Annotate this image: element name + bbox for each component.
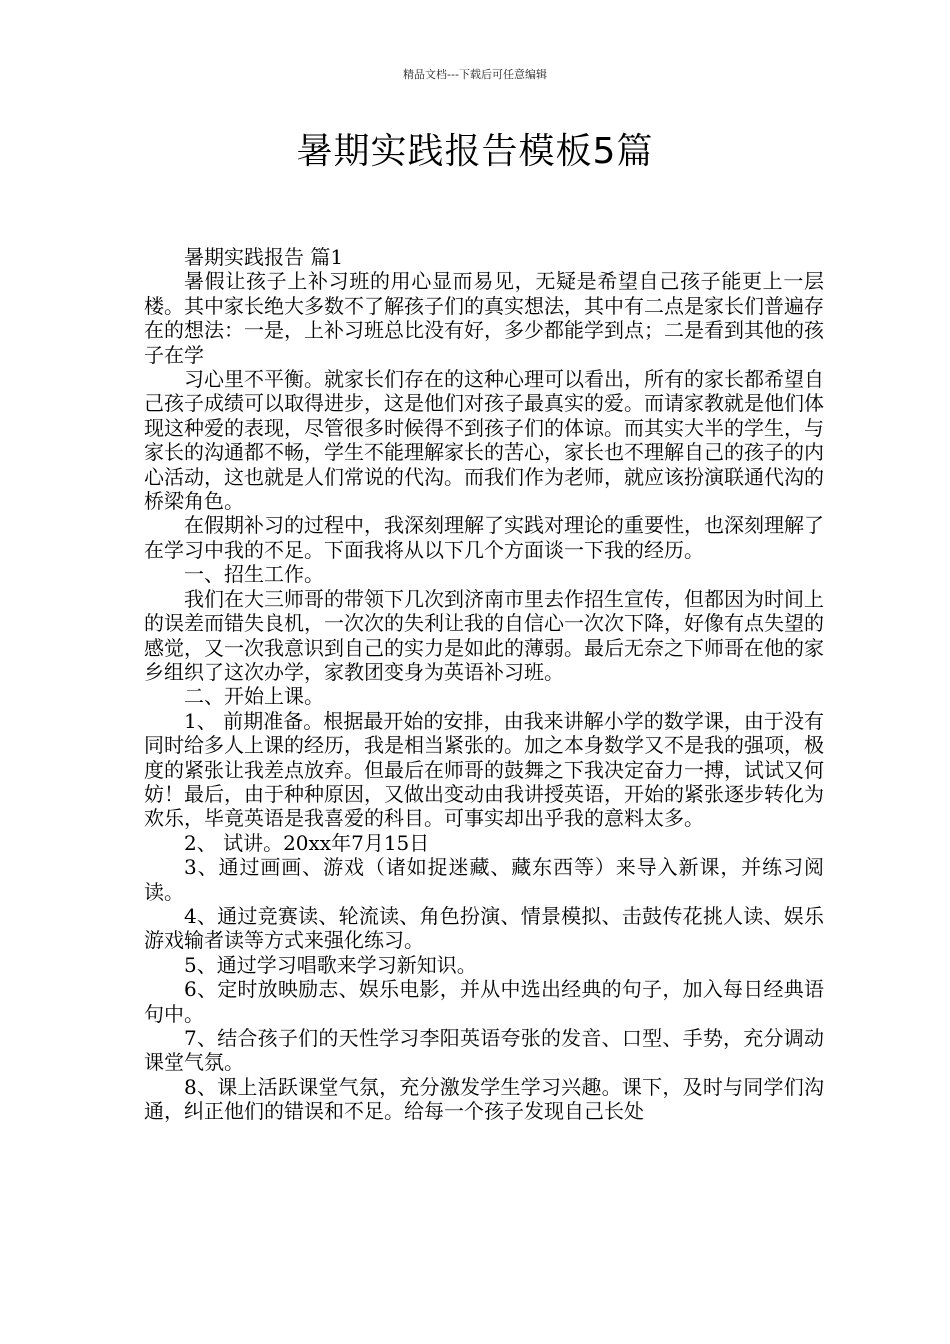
list-item: 7、结合孩子们的天性学习李阳英语夸张的发音、口型、手势，充分调动课堂气氛。 [144, 1026, 824, 1075]
list-item: 5、通过学习唱歌来学习新知识。 [184, 952, 477, 977]
list-item: 3、通过画画、游戏（诸如捉迷藏、藏东西等）来导入新课，并练习阅读。 [144, 855, 824, 904]
list-item: 2、 试讲。20xx年7月15日 [184, 830, 430, 855]
subsection-heading: 二、开始上课。 [184, 684, 324, 709]
subsection-heading: 一、招生工作。 [184, 562, 324, 587]
paragraph: 在假期补习的过程中，我深刻理解了实践对理论的重要性，也深刻理解了在学习中我的不足。下面我将从以下几个方面谈一下我的经历。 [144, 513, 824, 562]
paragraph: 暑假让孩子上补习班的用心显而易见，无疑是希望自己孩子能更上一层楼。其中家长绝大多数不了解孩子们的真实想法，其中有二点是家长们普遍存在的想法：一是，上补习班总比没有好，多少都能学到点；二是看到其他的孩子在学 [144, 269, 824, 367]
section-heading: 暑期实践报告 篇1 [184, 245, 344, 269]
list-item: 1、 前期准备。根据最开始的安排，由我来讲解小学的数学课，由于没有同时给多人上课的经历，我是相当紧张的。加之本身数学又不是我的强项，极度的紧张让我差点放弃。但最后在师哥的鼓舞之下我决定奋力一搏，试试又何妨！最后，由于种种原因，又做出变动由我讲授英语，开始的紧张逐步转化为欢乐，毕竟英语是我喜爱的科目。可事实却出乎我的意料太多。 [144, 708, 824, 831]
list-item: 6、定时放映励志、娱乐电影，并从中选出经典的句子，加入每日经典语句中。 [144, 977, 824, 1026]
paragraph: 习心里不平衡。就家长们存在的这种心理可以看出，所有的家长都希望自己孩子成绩可以取得进步，这是他们对孩子最真实的爱。而请家教就是他们体现这种爱的表现，尽管很多时候得不到孩子们的体谅。而其实大半的学生，与家长的沟通都不畅，学生不能理解家长的苦心，家长也不理解自己的孩子的内心活动，这也就是人们常说的代沟。而我们作为老师，就应该扮演联通代沟的桥梁角色。 [144, 367, 824, 514]
document-title: 暑期实践报告模板5篇 [296, 131, 654, 172]
page-header-note: 精品文档---下载后可任意编辑 [403, 68, 547, 81]
paragraph: 我们在大三师哥的带领下几次到济南市里去作招生宣传，但都因为时间上的误差而错失良机，一次次的失利让我的自信心一次次下降，好像有点失望的感觉，又一次我意识到自己的实力是如此的薄弱。最后无奈之下师哥在他的家乡组织了这次办学，家教团变身为英语补习班。 [144, 586, 824, 684]
list-item: 4、通过竞赛读、轮流读、角色扮演、情景模拟、击鼓传花挑人读、娱乐游戏输者读等方式来强化练习。 [144, 903, 824, 953]
list-item: 8、课上活跃课堂气氛，充分激发学生学习兴趣。课下，及时与同学们沟通，纠正他们的错误和不足。给每一个孩子发现自己长处 [144, 1074, 824, 1124]
document-body [144, 245, 824, 1124]
